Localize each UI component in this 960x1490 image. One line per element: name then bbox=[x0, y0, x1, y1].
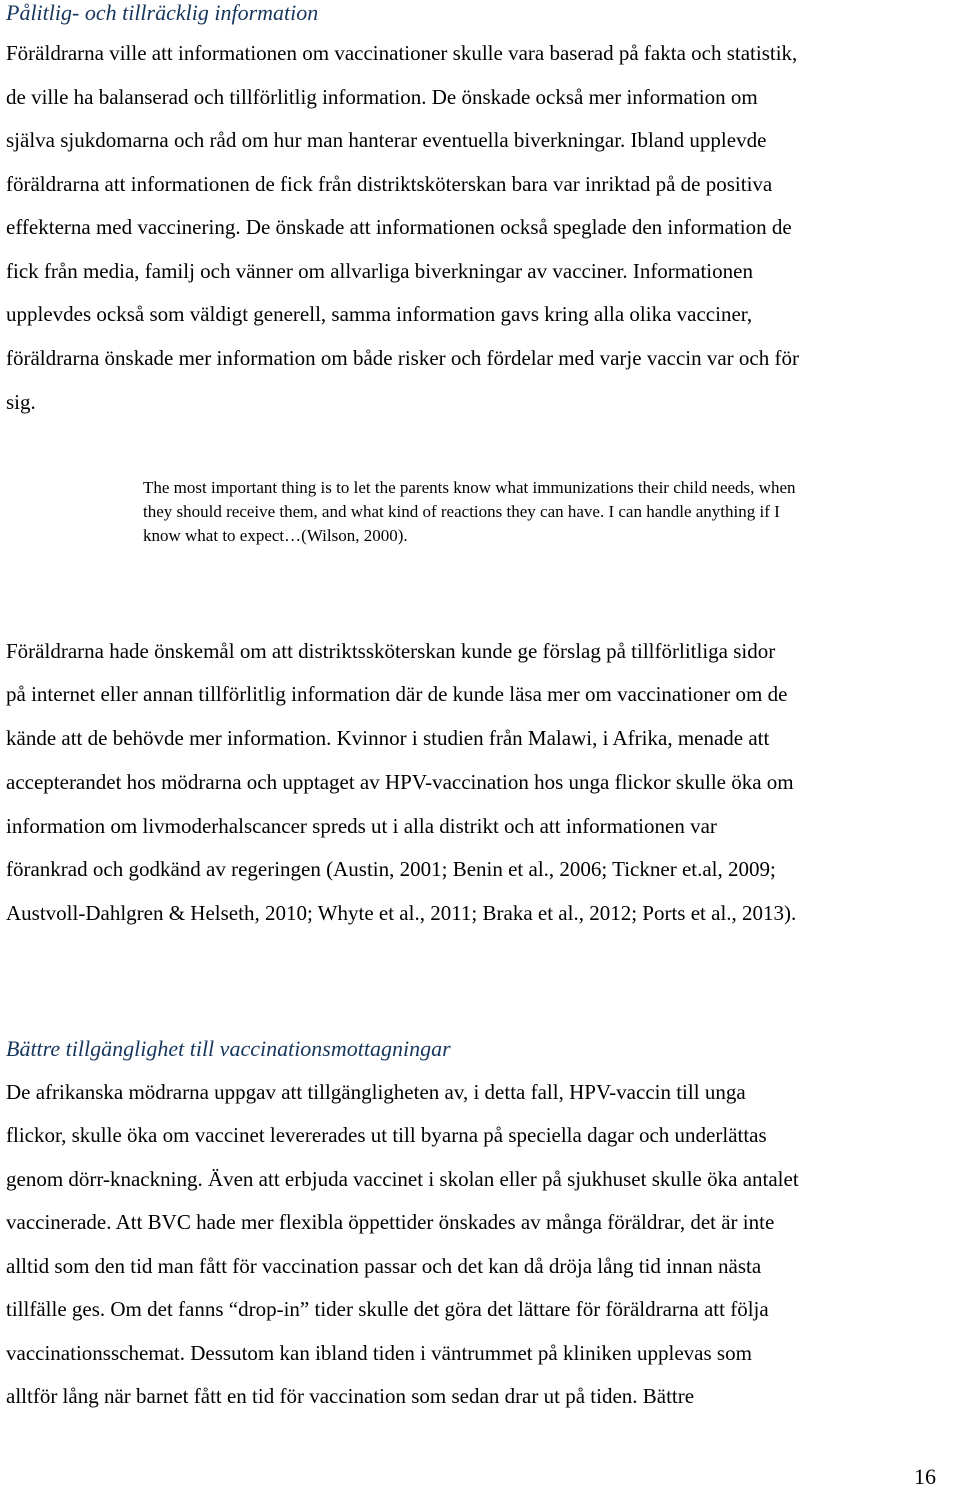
body-line: flickor, skulle öka om vaccinet levererades ut till byarna på speciella dagar och underlättas bbox=[6, 1123, 767, 1147]
body-line: vaccinationsschemat. Dessutom kan ibland tiden i väntrummet på kliniken upplevas som bbox=[6, 1341, 752, 1365]
body-line: effekterna med vaccinering. De önskade att informationen också speglade den information de bbox=[6, 215, 792, 239]
body-line: Föräldrarna ville att informationen om vaccinationer skulle vara baserad på fakta och statistik, bbox=[6, 41, 798, 65]
body-line: fick från media, familj och vänner om allvarliga biverkningar av vacciner. Informationen bbox=[6, 259, 753, 283]
body-line: Föräldrarna hade önskemål om att distriktssköterskan kunde ge förslag på tillförlitliga sidor bbox=[6, 639, 776, 663]
body-line: alltid som den tid man fått för vaccination passar och det kan då dröja lång tid innan nästa bbox=[6, 1254, 762, 1278]
body-line: De afrikanska mödrarna uppgav att tillgängligheten av, i detta fall, HPV-vaccin till unga bbox=[6, 1080, 746, 1104]
section-heading-better-accessibility: Bättre tillgänglighet till vaccinationsmottagningar bbox=[6, 1036, 451, 1061]
body-line: Austvoll-Dahlgren & Helseth, 2010; Whyte et al., 2011; Braka et al., 2012; Ports et al., 2013). bbox=[6, 901, 797, 925]
quote-line: know what to expect…(Wilson, 2000). bbox=[143, 526, 408, 545]
body-line: sig. bbox=[6, 390, 36, 414]
page-number: 16 bbox=[914, 1464, 936, 1489]
body-line: föräldrarna att informationen de fick från distriktsköterskan bara var inriktad på de positiva bbox=[6, 172, 773, 196]
quote-line: The most important thing is to let the parents know what immunizations their child needs, when bbox=[143, 478, 796, 497]
body-line: de ville ha balanserad och tillförlitlig information. De önskade också mer information om bbox=[6, 85, 758, 109]
body-line: kände att de behövde mer information. Kvinnor i studien från Malawi, i Afrika, menade att bbox=[6, 726, 770, 750]
body-line: upplevdes också som väldigt generell, samma information gavs kring alla olika vacciner, bbox=[6, 302, 753, 326]
quote-line: they should receive them, and what kind of reactions they can have. I can handle anything if I bbox=[143, 502, 780, 521]
body-line: på internet eller annan tillförlitlig information där de kunde läsa mer om vaccinationer om de bbox=[6, 682, 788, 706]
body-line: förankrad och godkänd av regeringen (Austin, 2001; Benin et al., 2006; Tickner et.al, 2009; bbox=[6, 857, 776, 881]
body-line: genom dörr-knackning. Även att erbjuda vaccinet i skolan eller på sjukhuset skulle öka antalet bbox=[6, 1167, 799, 1191]
body-line: vaccinerade. Att BVC hade mer flexibla öppettider önskades av många föräldrar, det är inte bbox=[6, 1210, 775, 1234]
section-heading-reliable-information: Pålitlig- och tillräcklig information bbox=[6, 0, 319, 25]
body-line: information om livmoderhalscancer spreds ut i alla distrikt och att informationen var bbox=[6, 814, 717, 838]
body-line: tillfälle ges. Om det fanns “drop-in” tider skulle det göra det lättare för föräldrarna att följa bbox=[6, 1297, 769, 1321]
body-line: själva sjukdomarna och råd om hur man hanterar eventuella biverkningar. Ibland upplevde bbox=[6, 128, 767, 152]
body-line: alltför lång när barnet fått en tid för vaccination som sedan drar ut på tiden. Bättre bbox=[6, 1384, 695, 1408]
body-line: accepterandet hos mödrarna och upptaget av HPV-vaccination hos unga flickor skulle öka om bbox=[6, 770, 794, 794]
body-line: föräldrarna önskade mer information om både risker och fördelar med varje vaccin var och för bbox=[6, 346, 799, 370]
